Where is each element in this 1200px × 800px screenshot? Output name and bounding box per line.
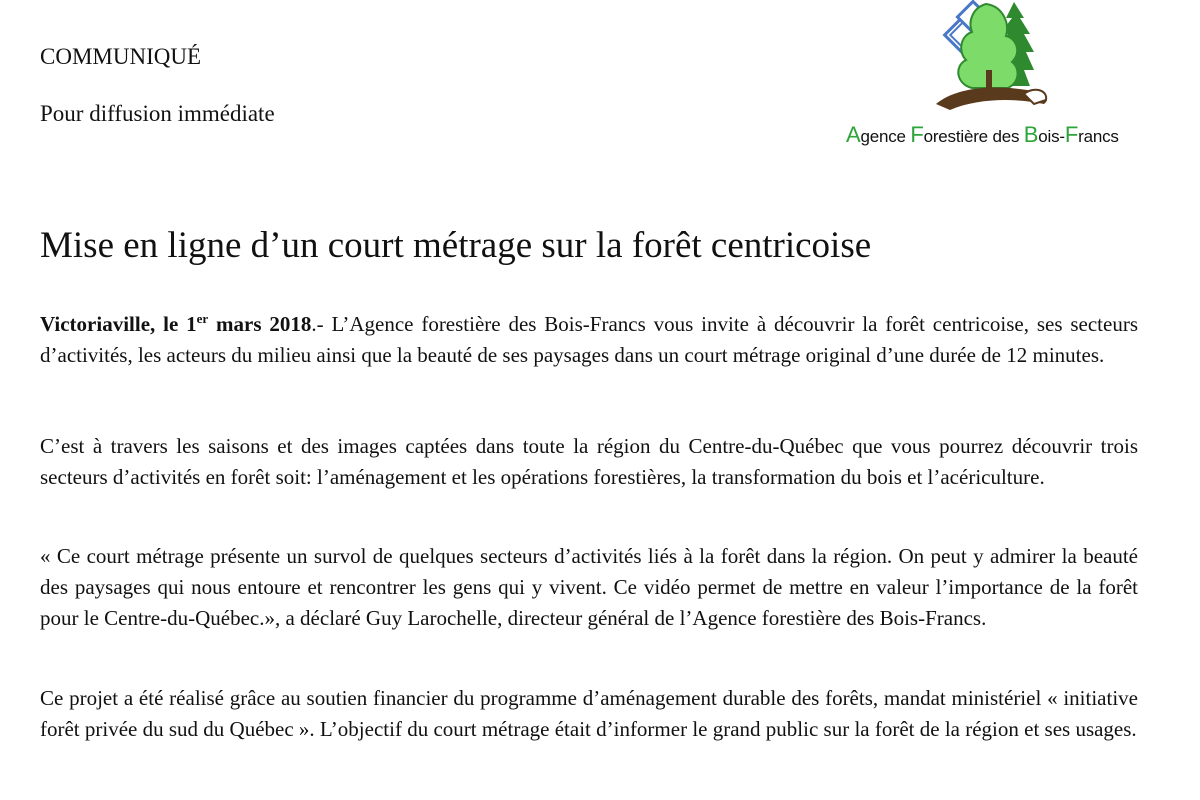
tree-logo-icon xyxy=(838,0,1168,125)
logo-word: rancs xyxy=(1078,127,1119,146)
page-title: Mise en ligne d’un court métrage sur la forêt centricoise xyxy=(40,225,872,266)
logo-letter: F xyxy=(910,122,924,147)
paragraph-funding: Ce projet a été réalisé grâce au soutien financier du programme d’aménagement durable des forêts, mandat ministériel « initiative forêt privée du sud du Québec ». L’objectif du court métrage était d’informer le grand public sur la forêt de la région et ses usages. xyxy=(40,686,1138,741)
logo-word: orestière des xyxy=(923,127,1024,146)
logo-letter: A xyxy=(846,122,861,147)
logo-letter: F xyxy=(1064,122,1079,147)
dateline xyxy=(40,312,311,336)
dateline-place: Victoriaville, le 1 xyxy=(40,312,197,336)
logo-word: ois- xyxy=(1038,127,1065,146)
logo-wordmark xyxy=(846,122,1119,148)
paragraph-text: L’Agence forestière des Bois-Francs vous invite à découvrir la forêt centricoise, ses secteurs d’activités, les acteurs du milieu ainsi que la beauté de ses paysages dans un court métrage original d’une durée de 12 minutes. xyxy=(40,312,1138,367)
communique-label: COMMUNIQUÉ xyxy=(40,44,201,69)
paragraph-quote: « Ce court métrage présente un survol de quelques secteurs d’activités liés à la forêt dans la région. On peut y admirer la beauté des paysages qui nous entoure et rencontrer les gens qui y vivent. Ce vidéo permet de mettre en valeur l’importance de la forêt pour le Centre-du-Québec.», a déclaré Guy Larochelle, directeur général de l’Agence forestière des Bois-Francs. xyxy=(40,544,1138,630)
release-notice: Pour diffusion immédiate xyxy=(40,101,275,126)
dateline-ordinal: er xyxy=(196,311,209,326)
paragraph-seasons: C’est à travers les saisons et des images captées dans toute la région du Centre-du-Québec que vous pourrez découvrir trois secteurs d’activités en forêt soit: l’aménagement et les opérations forestières, la transformation du bois et l’acériculture. xyxy=(40,434,1138,489)
dateline-date: mars 2018 xyxy=(208,312,312,336)
logo-letter: B xyxy=(1023,122,1039,147)
agency-logo xyxy=(838,0,1168,152)
dateline-separator: .- xyxy=(311,312,324,336)
paragraph-intro xyxy=(40,309,1138,371)
logo-word: gence xyxy=(860,127,911,146)
